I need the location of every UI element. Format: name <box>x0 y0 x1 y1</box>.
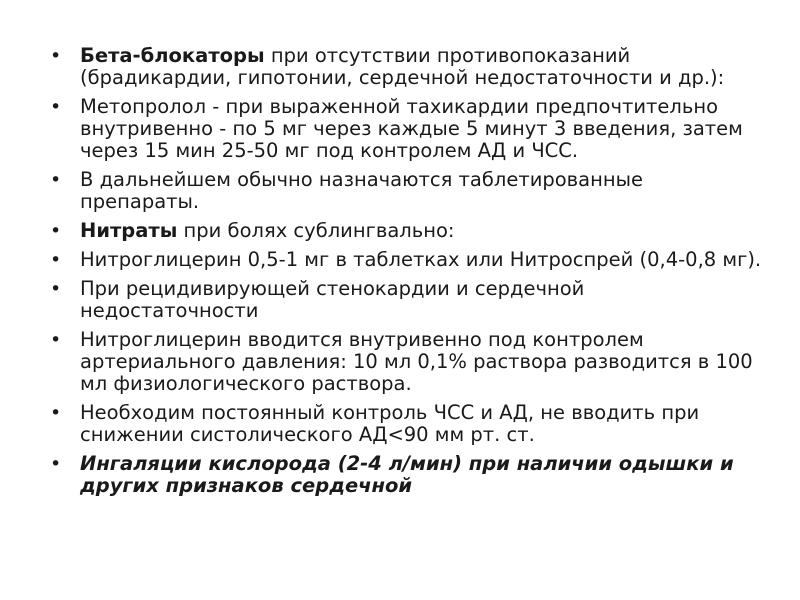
bullet-item-nitrates <box>48 220 763 242</box>
bullet-item-nitroglycerin-tablets <box>48 249 763 271</box>
bullet-item-oxygen <box>48 453 763 497</box>
bullet-dot-icon: • <box>50 402 62 424</box>
bullet-text: При рецидивирующей стенокардии и сердечной недостаточности <box>80 277 585 322</box>
bullet-dot-icon: • <box>50 329 62 351</box>
bullet-dot-icon: • <box>50 278 62 300</box>
bullet-dot-icon: • <box>50 220 62 242</box>
bullet-dot-icon: • <box>50 45 62 67</box>
bullet-text: при отсутствии противопоказаний (брадикардии, гипотонии, сердечной недостаточности и др.): <box>80 44 725 89</box>
bullet-text: Метопролол - при выраженной тахикардии предпочтительно внутривенно - по 5 мг через каждые 5 минут 3 введения, затем через 15 мин 25-50 мг под контролем АД и ЧСС. <box>80 95 743 162</box>
bullet-item-nitroglycerin-iv <box>48 329 763 395</box>
bullet-bold-italic-text: Ингаляции кислорода (2-4 л/мин) при наличии одышки и других признаков сердечной <box>80 452 734 497</box>
bullet-text: В дальнейшем обычно назначаются таблетированные препараты. <box>80 168 644 213</box>
bullet-list <box>48 45 763 504</box>
bullet-dot-icon: • <box>50 96 62 118</box>
bullet-dot-icon: • <box>50 453 62 475</box>
bullet-item-monitoring <box>48 402 763 446</box>
bullet-text: Нитроглицерин 0,5-1 мг в таблетках или Нитроспрей (0,4-0,8 мг). <box>80 248 762 271</box>
bullet-dot-icon: • <box>50 169 62 191</box>
bullet-item-recurrent-angina <box>48 278 763 322</box>
bullet-item-tablets <box>48 169 763 213</box>
bullet-dot-icon: • <box>50 249 62 271</box>
bullet-bold-text: Нитраты <box>80 219 178 242</box>
bullet-text: Необходим постоянный контроль ЧСС и АД, не вводить при снижении систолического АД<90 мм рт. ст. <box>80 401 700 446</box>
bullet-item-beta-blockers <box>48 45 763 89</box>
bullet-text: Нитроглицерин вводится внутривенно под контролем артериального давления: 10 мл 0,1% раствора разводится в 100 мл физиологического раствора. <box>80 328 753 395</box>
bullet-item-metoprolol <box>48 96 763 162</box>
bullet-bold-text: Бета-блокаторы <box>80 44 265 67</box>
bullet-text: при болях сублингвально: <box>177 219 455 242</box>
